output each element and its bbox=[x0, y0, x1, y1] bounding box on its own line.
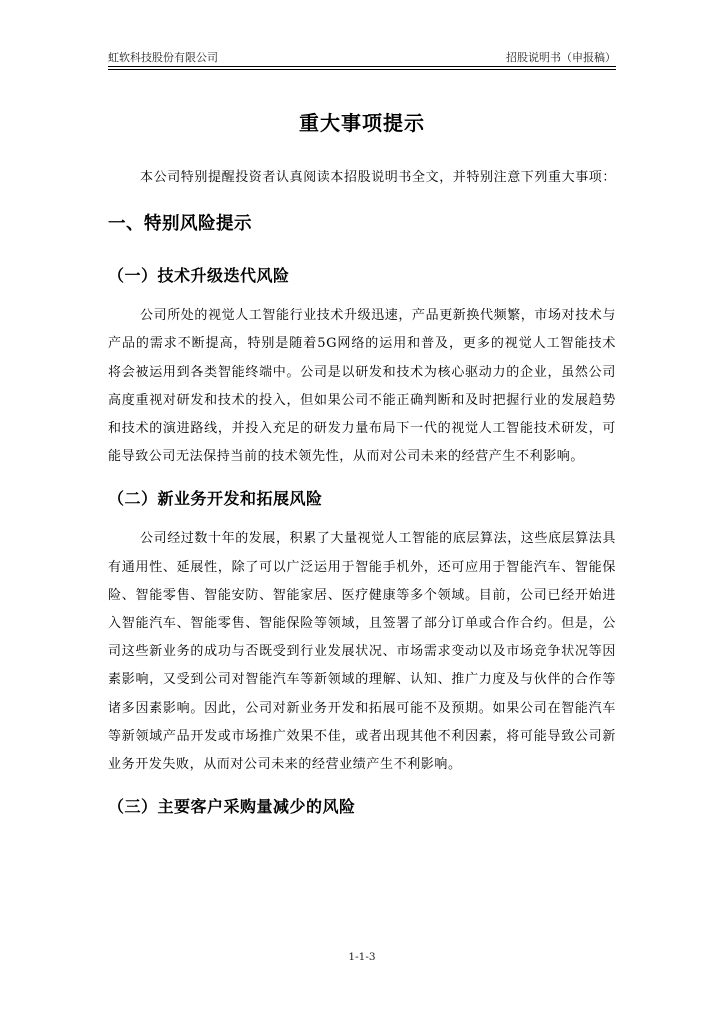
header-company-name: 虹软科技股份有限公司 bbox=[108, 51, 218, 64]
header-rule-thick bbox=[108, 66, 616, 67]
document-body bbox=[108, 160, 616, 833]
header-rule-thin bbox=[108, 69, 616, 70]
section-heading-special-risks: 一、特别风险提示 bbox=[108, 214, 252, 235]
header-document-type: 招股说明书（申报稿） bbox=[506, 51, 616, 64]
risk-paragraph-new-business: 公司经过数十年的发展，积累了大量视觉人工智能的底层算法，这些底层算法具有通用性、延展性，除了可以广泛运用于智能手机外，还可应用于智能汽车、智能保险、智能零售、智能安防、智能家居、医疗健康等多个领域。目前，公司已经开始进入智能汽车、智能零售、智能保险等领域，且签署了部分订单或合作合约。但是，公司这些新业务的成功与否既受到行业发展状况、市场需求变动以及市场竞争状况等因素影响，又受到公司对智能汽车等新领域的理解、认知、推广力度及与伙伴的合作等诸多因素影响。因此，公司对新业务开发和拓展可能不及预期。如果公司在智能汽车等新领域产品开发或市场推广效果不佳，或者出现其他不利因素，将可能导致公司新业务开发失败，从而对公司未来的经营业绩产生不利影响。 bbox=[108, 531, 617, 773]
page-title: 重大事项提示 bbox=[299, 111, 425, 135]
risk-heading-tech-iteration: （一）技术升级迭代风险 bbox=[108, 266, 290, 286]
page-number: 1-1-3 bbox=[348, 951, 376, 963]
risk-paragraph-tech-iteration: 公司所处的视觉人工智能行业技术升级迅速，产品更新换代频繁，市场对技术与产品的需求不断提高，特别是随着5G网络的运用和普及，更多的视觉人工智能技术将会被运用到各类智能终端中。公司是以研发和技术为核心驱动力的企业，虽然公司高度重视对研发和技术的投入，但如果公司不能正确判断和及时把握行业的发展趋势和技术的演进路线，并投入充足的研发力量布局下一代的视觉人工智能技术研发，可能导致公司无法保持当前的技术领先性，从而对公司未来的经营产生不利影响。 bbox=[108, 308, 617, 465]
risk-heading-new-business: （二）新业务开发和拓展风险 bbox=[108, 489, 323, 509]
risk-heading-customer-purchase: （三）主要客户采购量减少的风险 bbox=[108, 797, 356, 817]
intro-paragraph: 本公司特别提醒投资者认真阅读本招股说明书全文，并特别注意下列重大事项： bbox=[140, 170, 617, 185]
page-header bbox=[108, 49, 616, 67]
